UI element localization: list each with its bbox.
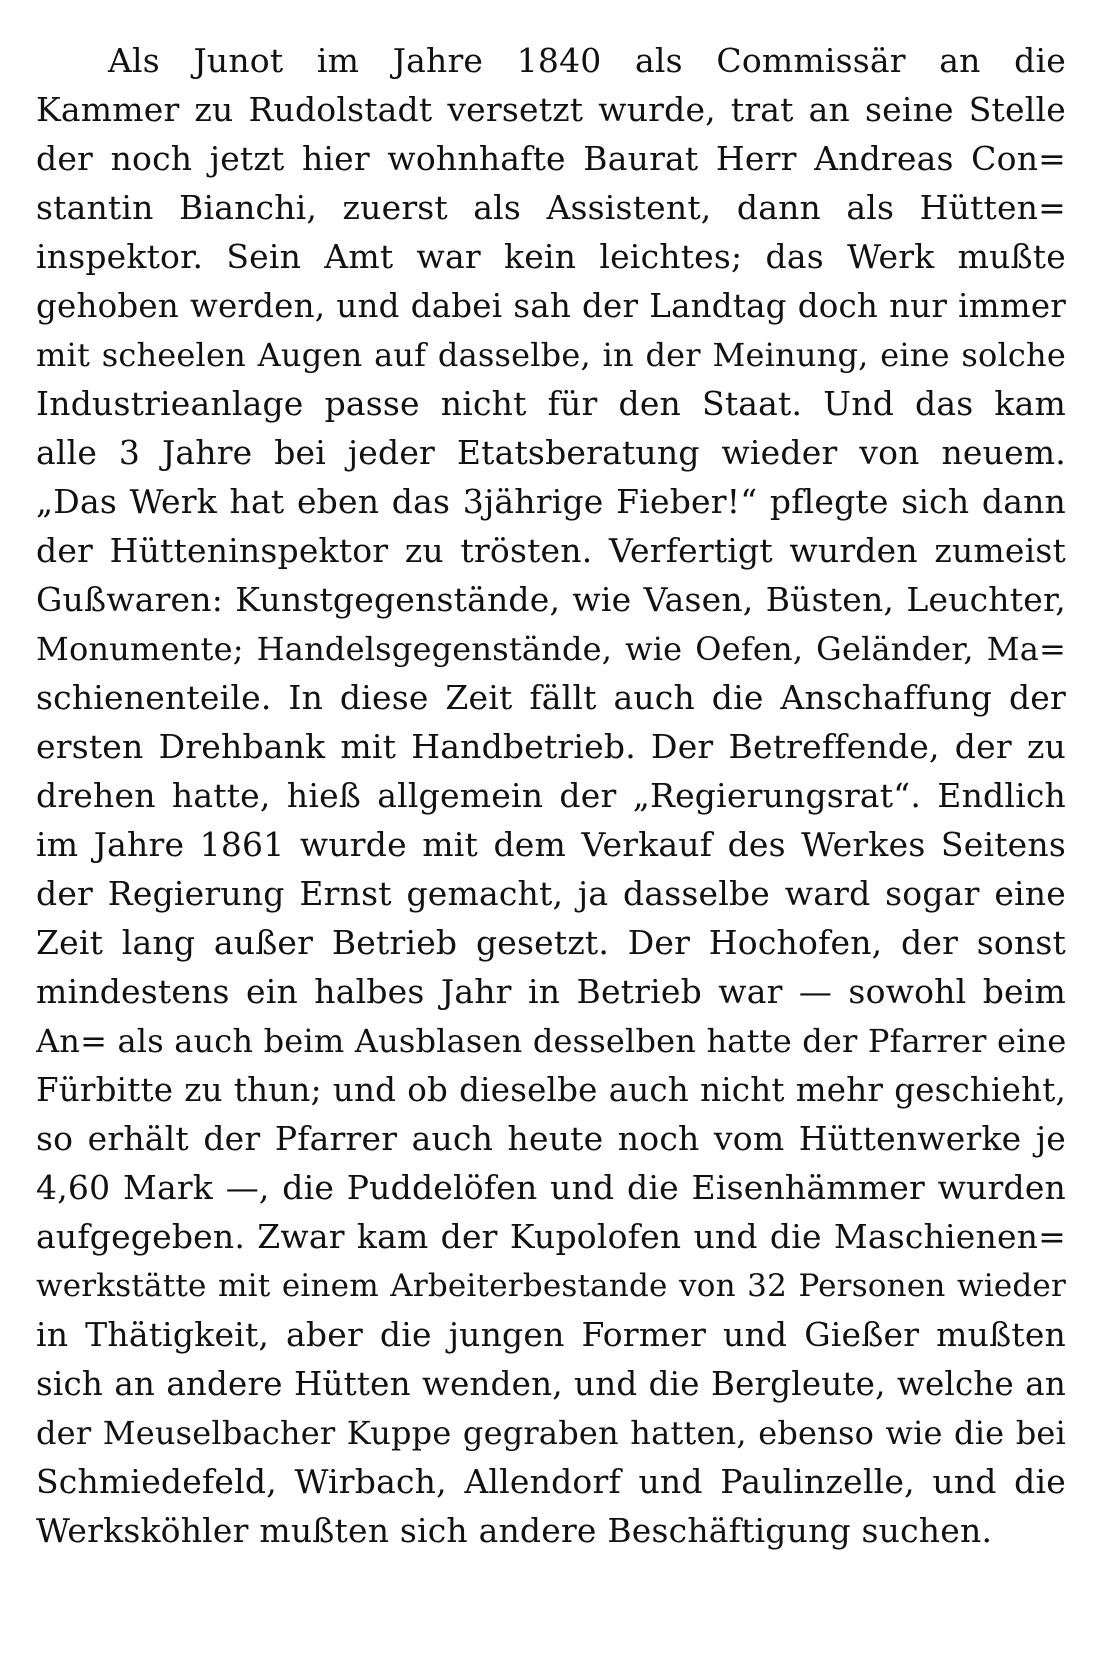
text-line: in Thätigkeit, aber die jungen Former und Gießer mußten	[36, 1315, 1066, 1354]
text-line: alle 3 Jahre bei jeder Etatsberatung wieder von neuem.	[36, 433, 1066, 472]
text-line: gehoben werden, und dabei sah der Landtag doch nur immer	[36, 287, 1066, 325]
text-line: sich an andere Hütten wenden, und die Bergleute, welche an	[36, 1365, 1066, 1403]
text-line: mindestens ein halbes Jahr in Betrieb war — sowohl beim	[36, 972, 1066, 1011]
text-line: ersten Drehbank mit Handbetrieb. Der Betreffende, der zu	[36, 727, 1066, 766]
text-line: der Regierung Ernst gemacht, ja dasselbe ward sogar eine	[36, 874, 1066, 913]
text-line: Schmiedefeld, Wirbach, Allendorf und Paulinzelle, und die	[36, 1462, 1066, 1501]
text-line: Kammer zu Rudolstadt versetzt wurde, trat an seine Stelle	[36, 90, 1066, 129]
text-line: Industrieanlage passe nicht für den Staat. Und das kam	[36, 384, 1066, 423]
document-page	[36, 18, 1066, 1648]
text-line: drehen hatte, hieß allgemein der „Regierungsrat“. Endlich	[36, 776, 1066, 815]
text-line: so erhält der Pfarrer auch heute noch vom Hüttenwerke je	[36, 1119, 1066, 1158]
text-line: Werksköhler mußten sich andere Beschäftigung suchen.	[36, 1511, 993, 1550]
text-line: Monumente; Handelsgegenstände, wie Oefen, Geländer, Ma=	[36, 630, 1066, 668]
text-line: aufgegeben. Zwar kam der Kupolofen und die Maschienen=	[36, 1217, 1066, 1256]
text-line: Fürbitte zu thun; und ob dieselbe auch nicht mehr geschieht,	[36, 1071, 1066, 1109]
text-line: der Meuselbacher Kuppe gegraben hatten, ebenso wie die bei	[36, 1414, 1066, 1452]
text-line: werkstätte mit einem Arbeiterbestande von 32 Personen wieder	[36, 1268, 1066, 1304]
text-line: der Hütteninspektor zu trösten. Verfertigt wurden zumeist	[36, 531, 1066, 570]
text-line: im Jahre 1861 wurde mit dem Verkauf des Werkes Seitens	[36, 825, 1066, 864]
text-line: mit scheelen Augen auf dasselbe, in der Meinung, eine solche	[36, 336, 1066, 374]
text-line: Gußwaren: Kunstgegenstände, wie Vasen, Büsten, Leuchter,	[36, 580, 1066, 619]
text-line: schienenteile. In diese Zeit fällt auch die Anschaffung der	[36, 678, 1066, 717]
text-line: „Das Werk hat eben das 3jährige Fieber!“ pflegte sich dann	[36, 482, 1066, 521]
text-line: Als Junot im Jahre 1840 als Commissär an die	[108, 41, 1066, 80]
text-line: Zeit lang außer Betrieb gesetzt. Der Hochofen, der sonst	[36, 923, 1066, 962]
text-line: stantin Bianchi, zuerst als Assistent, dann als Hütten=	[36, 188, 1066, 227]
text-line: inspektor. Sein Amt war kein leichtes; das Werk mußte	[36, 237, 1066, 276]
text-line: 4,60 Mark —, die Puddelöfen und die Eisenhämmer wurden	[36, 1168, 1066, 1207]
text-line: der noch jetzt hier wohnhafte Baurat Herr Andreas Con=	[36, 139, 1066, 178]
text-line: An= als auch beim Ausblasen desselben hatte der Pfarrer eine	[36, 1022, 1066, 1060]
